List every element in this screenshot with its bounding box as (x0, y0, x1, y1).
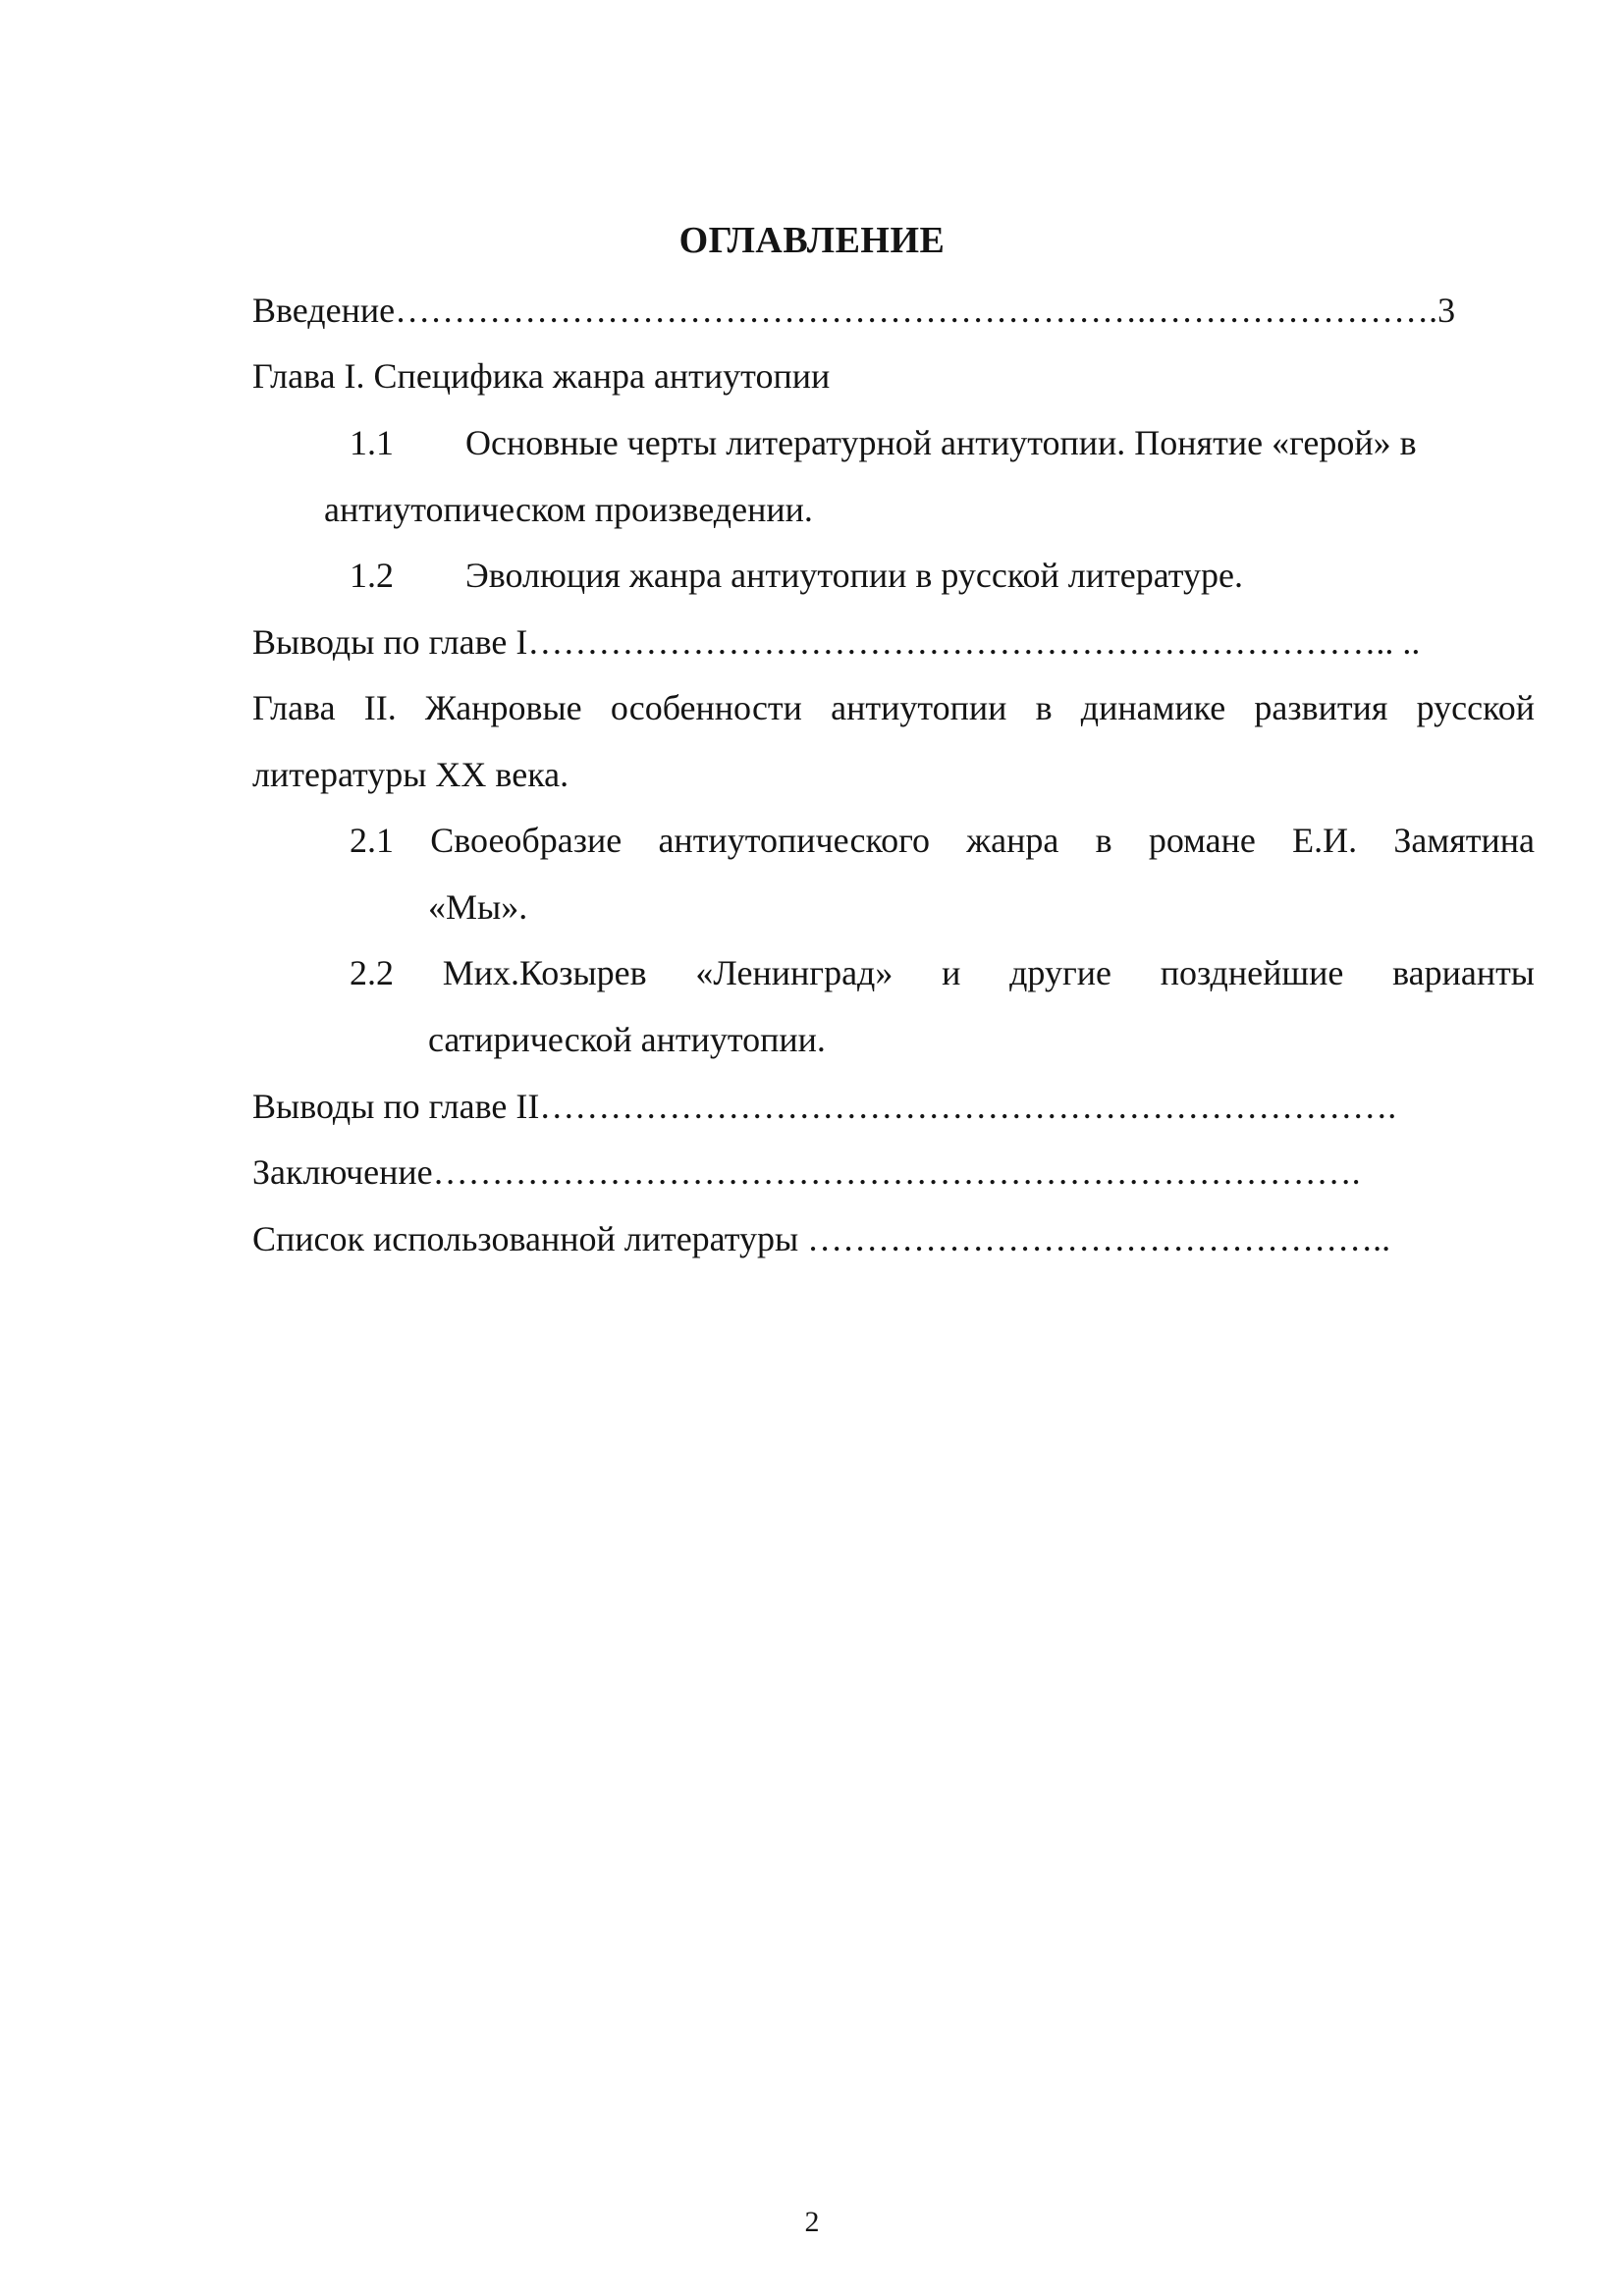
toc-entry-2-1: 2.1 Своеобразие антиутопического жанра в романе Е.И. Замятина (350, 821, 1535, 860)
toc-entry-bibliography: Список использованной литературы ………………………………………….. (252, 1219, 1391, 1258)
toc-entry-conclusions-chapter-1: Выводы по главе I……………………………………………………………….. .. (252, 622, 1421, 662)
toc-entry-chapter-2-continued: литературы XX века. (252, 755, 569, 794)
toc-entry-conclusions-chapter-2: Выводы по главе II………………………………………………………………. (252, 1087, 1397, 1126)
toc-entry-1-1-text: Основные черты литературной антиутопии. Понятие «герой» в (465, 423, 1417, 462)
toc-entry-1-2-text: Эволюция жанра антиутопии в русской литературе. (465, 556, 1244, 595)
toc-entry-1-1-text-continued: антиутопическом произведении. (324, 490, 813, 529)
toc-entry-chapter-1: Глава I. Специфика жанра антиутопии (252, 356, 831, 396)
toc-entry-intro: Введение……………………………………………………….…………………….3 (252, 291, 1456, 330)
toc-entry-2-2: 2.2 Мих.Козырев «Ленинград» и другие позднейшие варианты (350, 953, 1535, 992)
page-number: 2 (804, 2206, 820, 2238)
toc-entry-2-1-continued: «Мы». (428, 887, 528, 927)
toc-entry-conclusion: Заключение……………………………………………………………………. (252, 1152, 1361, 1192)
toc-entry-chapter-2: Глава II. Жанровые особенности антиутопии в динамике развития русской (252, 688, 1535, 727)
toc-entry-1-1-number: 1.1 (350, 423, 394, 462)
toc-title: ОГЛАВЛЕНИЕ (678, 220, 946, 261)
toc-entry-2-2-continued: сатирической антиутопии. (428, 1020, 826, 1059)
toc-entry-1-2-number: 1.2 (350, 556, 394, 595)
